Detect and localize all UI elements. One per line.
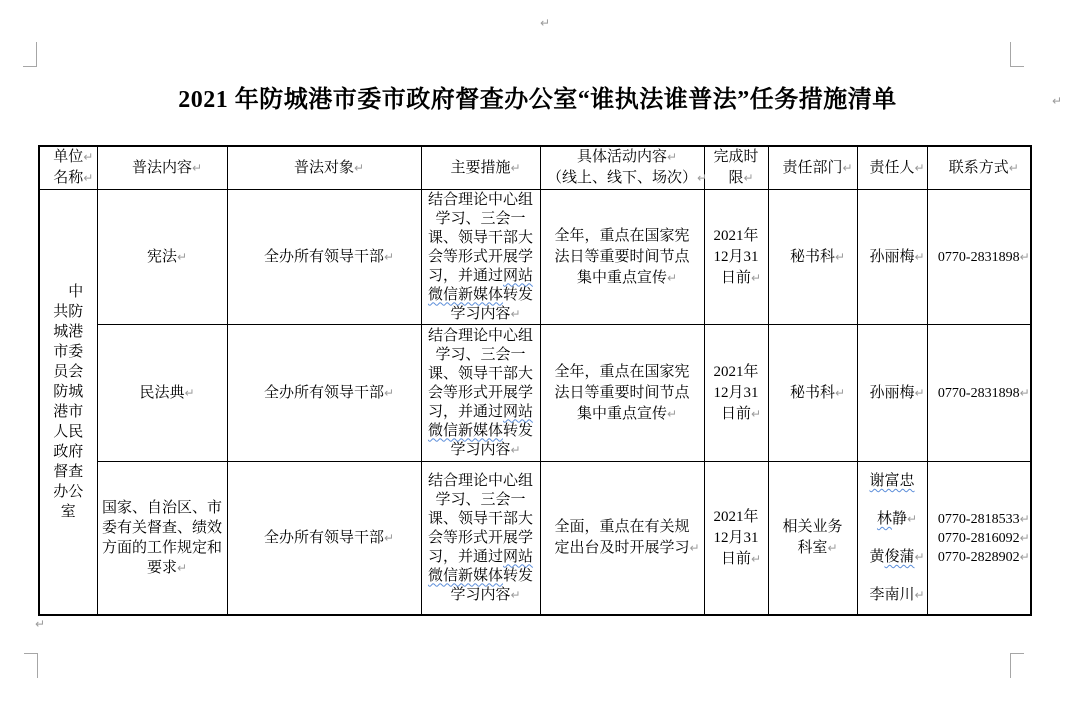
header-cell-person[interactable]: 责任人↵ (857, 146, 927, 190)
cell-deadline[interactable]: 2021年12月31日前↵ (704, 190, 768, 325)
cell-contact-numbers[interactable] (927, 190, 1031, 325)
cell-main-measures[interactable]: 结合理论中心组学习、三会一课、领导干部大会等形式开展学习，并通过网站微信新媒体转发学习内容↵ (421, 190, 540, 325)
header-cell-unit-name[interactable]: 单位↵ 名称↵ (39, 146, 97, 190)
table-body (39, 190, 1031, 616)
person-name: 孙丽梅↵ (869, 248, 925, 265)
phone-number: 0770-2828902↵ (937, 549, 1030, 565)
cell-responsible-persons[interactable] (857, 190, 927, 325)
cell-deadline[interactable]: 2021年12月31日前↵ (704, 462, 768, 616)
cell-department[interactable]: 相关业务科室↵ (768, 462, 857, 616)
cell-target-audience[interactable]: 全办所有领导干部↵ (227, 190, 421, 325)
cell-responsible-persons[interactable] (857, 462, 927, 616)
header-row (39, 146, 1031, 190)
spellcheck-wavy-underline: 网站微信新媒体 (427, 548, 534, 584)
document-title[interactable]: 2021 年防城港市委市政府督查办公室“谁执法谁普法”任务措施清单 (178, 87, 897, 113)
spellcheck-wavy-underline: 林 (876, 511, 892, 527)
header-cell-department[interactable]: 责任部门↵ (768, 146, 857, 190)
header-cell-target[interactable]: 普法对象↵ (227, 146, 421, 190)
spellcheck-wavy-underline: 网站微信新媒体 (427, 267, 534, 303)
page-header-paragraph-mark: ↵ (540, 16, 551, 30)
person-name: 林静↵ (876, 511, 918, 527)
header-cell-activity[interactable]: 具体活动内容↵ （线上、线下、场次）↵ (540, 146, 704, 190)
cell-contact-numbers[interactable] (927, 462, 1031, 616)
header-cell-measures[interactable]: 主要措施↵ (421, 146, 540, 190)
spellcheck-wavy-underline: 俊蒲 (884, 549, 915, 565)
task-measures-table (38, 145, 1032, 616)
cell-main-measures[interactable]: 结合理论中心组学习、三会一课、领导干部大会等形式开展学习，并通过网站微信新媒体转发学习内容↵ (421, 325, 540, 462)
cell-activity-detail[interactable]: 全年，重点在国家宪法日等重要时间节点集中重点宣传↵ (540, 190, 704, 325)
cell-target-audience[interactable]: 全办所有领导干部↵ (227, 462, 421, 616)
cell-deadline[interactable]: 2021年12月31日前↵ (704, 325, 768, 462)
person-name: 黄俊蒲↵ (869, 549, 925, 565)
person-name: 李南川↵ (869, 587, 925, 603)
cell-activity-detail[interactable]: 全面，重点在有关规定出台及时开展学习↵ (540, 462, 704, 616)
text-boundary-corner-bottom-left-mark (24, 653, 38, 678)
cell-contact-numbers[interactable] (927, 325, 1031, 462)
phone-number: 0770-2831898↵ (937, 249, 1030, 265)
header-cell-content[interactable]: 普法内容↵ (97, 146, 227, 190)
spellcheck-wavy-underline: 网站微信新媒体 (427, 403, 534, 439)
cell-activity-detail[interactable]: 全年，重点在国家宪法日等重要时间节点集中重点宣传↵ (540, 325, 704, 462)
phone-number: 0770-2816092↵ (937, 530, 1030, 546)
phone-number: 0770-2818533↵ (937, 511, 1030, 527)
cell-target-audience[interactable]: 全办所有领导干部↵ (227, 325, 421, 462)
cell-legal-content[interactable]: 国家、自治区、市委有关督查、绩效方面的工作规定和要求↵ (97, 462, 227, 616)
after-table-paragraph-mark: ↵ (35, 617, 46, 631)
cell-unit-name[interactable]: 中共防城港市委员会防城港市人民政府督查办公室 (39, 190, 97, 616)
cell-responsible-persons[interactable] (857, 325, 927, 462)
text-boundary-corner-top-left-mark (23, 42, 37, 67)
person-name (860, 462, 925, 500)
header-cell-deadline[interactable]: 完成时限↵ (704, 146, 768, 190)
cell-legal-content[interactable]: 民法典↵ (97, 325, 227, 462)
person-name: 孙丽梅↵ (869, 384, 925, 401)
table-row (39, 190, 1031, 325)
cell-department[interactable]: 秘书科↵ (768, 190, 857, 325)
text-boundary-corner-top-right-mark (1010, 42, 1024, 67)
phone-number: 0770-2831898↵ (937, 385, 1030, 401)
title-paragraph-mark: ↵ (1052, 94, 1063, 108)
table-row (39, 462, 1031, 616)
text-boundary-corner-bottom-right-mark (1010, 653, 1024, 678)
table-row (39, 325, 1031, 462)
spellcheck-wavy-underline: 谢富忠 (869, 473, 915, 489)
cell-main-measures[interactable]: 结合理论中心组学习、三会一课、领导干部大会等形式开展学习，并通过网站微信新媒体转发学习内容↵ (421, 462, 540, 616)
header-cell-contact[interactable]: 联系方式↵ (927, 146, 1031, 190)
cell-legal-content[interactable]: 宪法↵ (97, 190, 227, 325)
cell-department[interactable]: 秘书科↵ (768, 325, 857, 462)
